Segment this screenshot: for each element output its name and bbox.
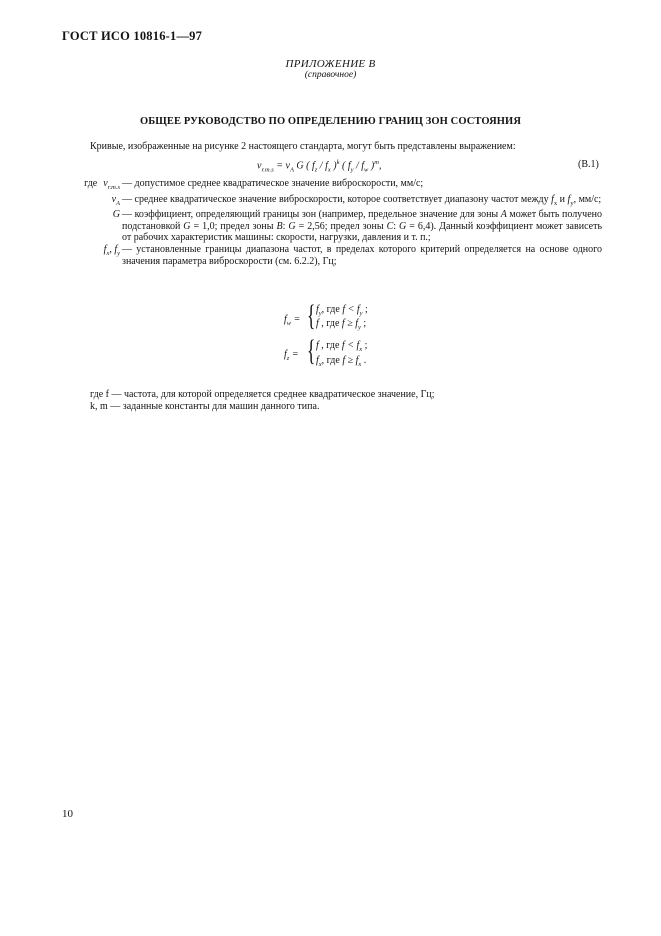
- definition-item: $f_x$, $f_y$ — установленные границы диапазона частот, в пределах которого критерий определяется на основе одного значения параметра виброскорости (см. 6.2.2), Гц;: [103, 243, 602, 267]
- piecewise-fw-label: $f_w$ =: [284, 314, 301, 327]
- definition-item: $v_A$ — среднее квадратическое значение виброскорости, которое соответствует диапазону частот между $f_x$ и $f_y$, мм/с;: [111, 193, 602, 207]
- definitions-list: [62, 178, 602, 267]
- piecewise-fz-case2: $f_x$, где $f \ge f_x$ .: [316, 355, 367, 368]
- definition-item: G — коэффициент, определяющий границы зон (например, предельное значение для зоны A может быть получено подстановкой G = 1,0; предел зоны B: G = 2,56; предел зоны C: G = 6,4). Данный коэффициент может зависеть от рабочих характеристик машины: скорости, нагрузки, давления и т. п.;: [112, 209, 603, 244]
- footer-def-item: где f — частота, для которой определяется среднее квадратическое значение, Гц;: [90, 389, 435, 400]
- page-number: 10: [62, 808, 73, 820]
- intro-paragraph: Кривые, изображенные на рисунке 2 настоящего стандарта, могут быть представлены выражением:: [90, 141, 516, 152]
- piecewise-fw-case1: $f_y$, где $f < f_y$ ;: [316, 304, 368, 317]
- annex-title: ПРИЛОЖЕНИЕ В: [285, 58, 376, 70]
- piecewise-fw-case2: f , где $f \ge f_y$ ;: [316, 318, 367, 331]
- footer-definitions: [90, 389, 435, 412]
- brace-icon: {: [306, 299, 316, 332]
- brace-icon: {: [306, 334, 316, 367]
- section-title: ОБЩЕЕ РУКОВОДСТВО ПО ОПРЕДЕЛЕНИЮ ГРАНИЦ ЗОН СОСТОЯНИЯ: [139, 116, 522, 127]
- annex-subtitle: (справочное): [304, 70, 357, 80]
- piecewise-fz-case1: f , где $f < f_x$ ;: [316, 340, 368, 353]
- equation-number: (B.1): [578, 159, 599, 170]
- main-formula: $v_{r.m.s} = v_A$ G ( $f_z / f_x$ )$^k$ ( $f_y / f_w$ )$^m$,: [257, 159, 382, 174]
- piecewise-fz-label: $f_z$ =: [284, 349, 299, 362]
- page-header: ГОСТ ИСО 10816-1—97: [62, 29, 203, 43]
- definition-item: где $v_{r.m.s}$ — допустимое среднее квадратическое значение виброскорости, мм/с;: [84, 178, 424, 191]
- footer-def-item: k, m — заданные константы для машин данного типа.: [90, 400, 320, 412]
